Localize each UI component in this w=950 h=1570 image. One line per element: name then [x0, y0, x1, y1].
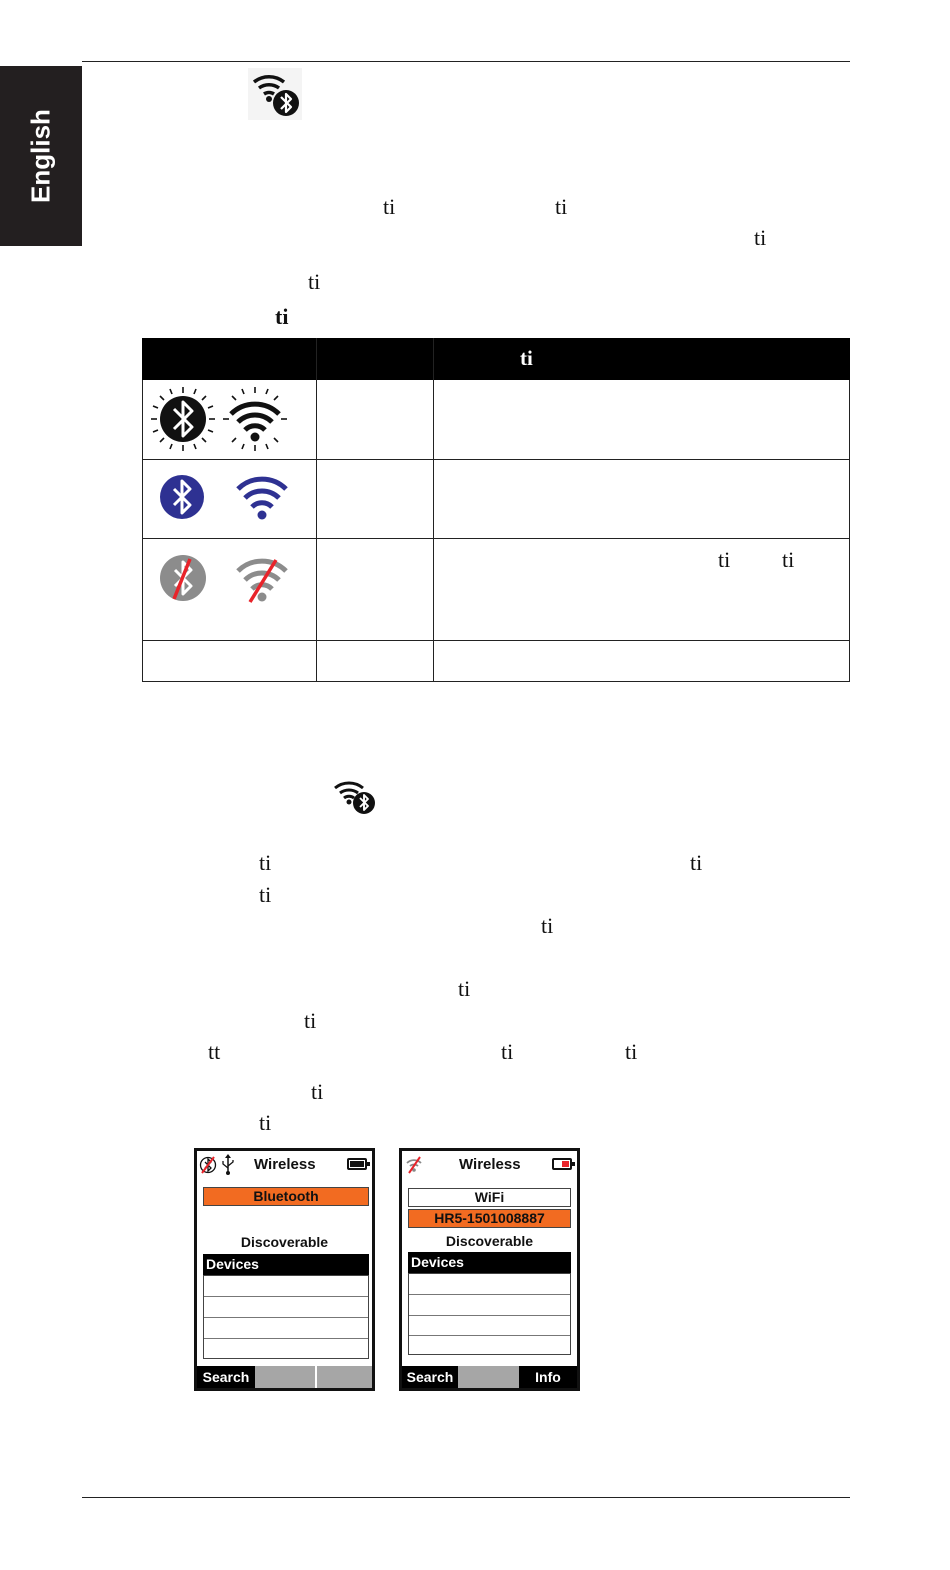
info-softkey[interactable]: Info	[519, 1366, 577, 1388]
list-item[interactable]	[409, 1315, 570, 1316]
text-fragment: ti	[383, 194, 396, 219]
battery-icon	[347, 1158, 367, 1170]
wifi-bluetooth-icon	[248, 68, 302, 120]
status-bar	[197, 1151, 372, 1179]
list-item[interactable]	[204, 1338, 368, 1339]
softkey-bar	[402, 1366, 577, 1388]
devices-header: Devices	[203, 1254, 369, 1275]
usb-icon	[221, 1154, 235, 1176]
text-fragment: ti	[555, 194, 568, 219]
text-fragment: ti	[304, 1008, 317, 1033]
table-header	[142, 338, 850, 380]
wireless-mode-field[interactable]: WiFi	[408, 1188, 571, 1207]
text-fragment: ti	[308, 269, 321, 294]
table-row	[142, 641, 850, 682]
devices-list[interactable]	[408, 1273, 571, 1355]
list-item[interactable]	[409, 1294, 570, 1295]
screen-title: Wireless	[459, 1156, 521, 1173]
table-column-divider	[433, 338, 434, 682]
devices-header: Devices	[408, 1252, 571, 1273]
wireless-mode-field[interactable]: Bluetooth	[203, 1187, 369, 1206]
text-fragment: ti	[501, 1039, 514, 1064]
table-column-divider	[316, 338, 317, 682]
bluetooth-connected-icon	[158, 473, 206, 521]
table-border-right	[849, 380, 850, 682]
wifi-disabled-icon	[405, 1156, 423, 1174]
device-id-field[interactable]: HR5-1501008887	[408, 1209, 571, 1228]
device-screen-bluetooth	[194, 1148, 375, 1391]
wifi-disabled-icon	[234, 556, 290, 604]
text-fragment: ti	[259, 882, 272, 907]
softkey-divider	[315, 1366, 317, 1388]
table-caption: ti	[275, 304, 289, 329]
device-screen-wifi	[399, 1148, 580, 1391]
text-fragment: ti	[458, 976, 471, 1001]
list-item[interactable]	[409, 1335, 570, 1336]
status-bar	[402, 1151, 577, 1179]
discoverable-status: Discoverable	[240, 1234, 329, 1250]
list-item[interactable]	[204, 1317, 368, 1318]
text-fragment: ti	[754, 225, 767, 250]
text-fragment: ti	[541, 913, 554, 938]
wifi-blinking-icon	[222, 386, 288, 452]
text-fragment: ti	[259, 1110, 272, 1135]
text-fragment: ti	[782, 547, 795, 572]
text-fragment: ti	[625, 1039, 638, 1064]
screen-title: Wireless	[254, 1156, 316, 1173]
bluetooth-disabled-icon	[158, 553, 208, 603]
wifi-bluetooth-icon	[332, 778, 378, 816]
battery-icon	[552, 1158, 572, 1170]
list-item[interactable]	[204, 1296, 368, 1297]
search-softkey[interactable]: Search	[402, 1366, 458, 1388]
text-fragment: ti	[311, 1079, 324, 1104]
table-header-text: ti	[520, 346, 533, 370]
bluetooth-disabled-icon	[199, 1155, 217, 1175]
text-fragment: ti	[718, 547, 731, 572]
text-fragment: tt	[208, 1039, 221, 1064]
table-border-left	[142, 380, 143, 682]
discoverable-status: Discoverable	[445, 1233, 534, 1249]
text-fragment: ti	[259, 850, 272, 875]
header-rule	[82, 61, 850, 62]
footer-rule	[82, 1497, 850, 1498]
softkey-bar	[197, 1366, 372, 1388]
text-fragment: ti	[690, 850, 703, 875]
language-tab	[0, 66, 82, 246]
bluetooth-blinking-icon	[150, 386, 216, 452]
devices-list[interactable]	[203, 1275, 369, 1359]
wifi-connected-icon	[234, 474, 290, 522]
language-tab-label: English	[25, 109, 56, 203]
search-softkey[interactable]: Search	[197, 1366, 255, 1388]
status-table	[142, 338, 850, 682]
